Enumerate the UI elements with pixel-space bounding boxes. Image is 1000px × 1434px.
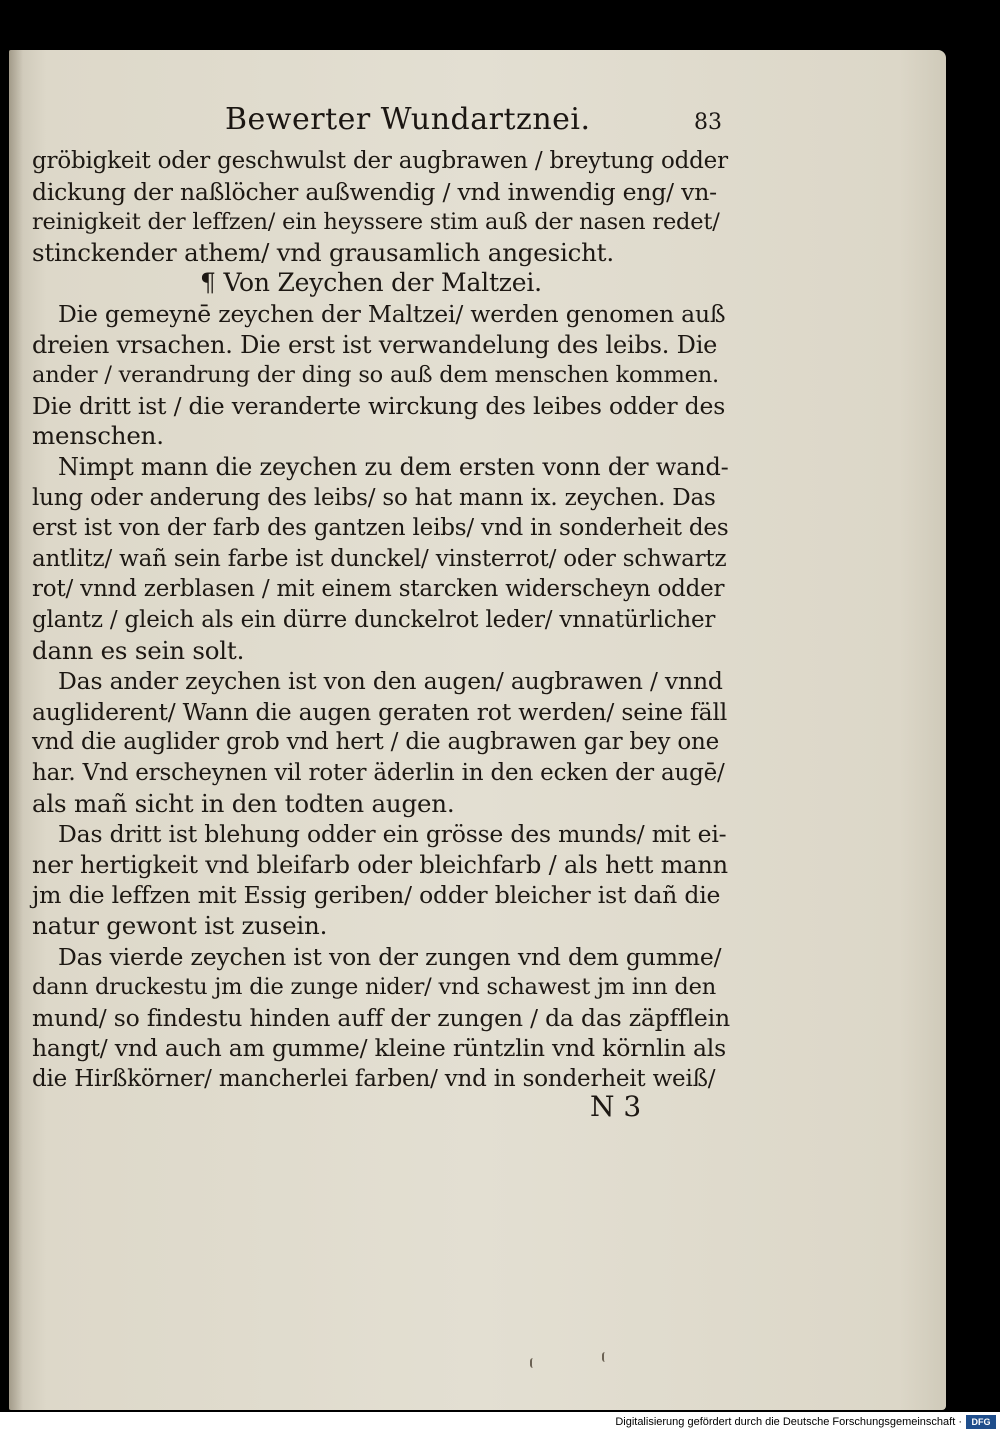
text-line: glantz / gleich als ein dürre dunckelrot leder/ vnnatürlicher [32,607,716,633]
text-line: Nimpt mann die zeychen zu dem ersten vonn der wand- [58,453,729,481]
paper-mark [602,1352,608,1362]
page-number: 83 [694,110,722,135]
text-line: dann es sein solt. [32,635,245,665]
text-line: dickung der naßlöcher außwendig / vnd inwendig eng/ vn- [32,177,717,206]
text-line: augliderent/ Wann die augen geraten rot werden/ seine fäll [32,697,728,726]
text-line: gröbigkeit oder geschwulst der augbrawen / breytung odder [32,148,728,174]
text-line: mund/ so findestu hinden auff der zungen / da das zäpfflein [32,1003,730,1032]
funding-credit: Digitalisierung gefördert durch die Deutsche Forschungsgemeinschaft · [615,1416,962,1428]
footer-bar [0,1412,1000,1434]
paper-mark [530,1358,536,1368]
text-line: Das ander zeychen ist von den augen/ augbrawen / vnnd [58,667,723,696]
text-line: reinigkeit der leffzen/ ein heyssere stim auß der nasen redet/ [32,209,720,236]
text-line: erst ist von der farb des gantzen leibs/ vnd in sonderheit des [32,515,729,542]
text-line: als mañ sicht in den todten augen. [32,788,455,818]
dfg-logo: DFG [966,1415,996,1429]
text-line: dreien vrsachen. Die erst ist verwandelung des leibs. Die [32,330,718,359]
text-line: jm die leffzen mit Essig geriben/ odder bleicher ist dañ die [32,881,721,910]
section-heading: ¶ Von Zeychen der Maltzei. [200,268,542,298]
text-line: vnd die auglider grob vnd hert / die augbrawen gar bey one [32,729,720,756]
text-line: rot/ vnnd zerblasen / mit einem starcken widerscheyn odder [32,576,725,603]
text-line: ner hertigkeit vnd bleifarb oder bleichfarb / als hett mann [32,850,728,879]
text-line: lung oder anderung des leibs/ so hat mann ix. zeychen. Das [32,484,716,511]
text-line: die Hirßkörner/ mancherlei farben/ vnd in sonderheit weiß/ [32,1066,716,1092]
text-line: antlitz/ wañ sein farbe ist dunckel/ vinsterrot/ oder schwartz [32,545,727,572]
text-line: Das vierde zeychen ist von der zungen vnd dem gumme/ [58,942,722,971]
running-title: Bewerter Wundartznei. [225,102,591,137]
text-line: Das dritt ist blehung odder ein grösse des munds/ mit ei- [58,820,727,849]
text-line: hangt/ vnd auch am gumme/ kleine rüntzlin vnd körnlin als [32,1034,726,1063]
text-line: stinckender athem/ vnd grausamlich angesicht. [32,237,614,267]
page-header [0,102,1000,142]
text-line: har. Vnd erscheynen vil roter äderlin in den ecken der augē/ [32,760,725,786]
text-line: dann druckestu jm die zunge nider/ vnd schawest jm inn den [32,974,717,1001]
text-line: natur gewont ist zusein. [32,911,328,940]
text-line: Die dritt ist / die veranderte wirckung des leibes odder des [32,391,726,420]
text-line: ander / verandrung der ding so auß dem menschen kommen. [32,362,720,389]
text-line: menschen. [32,421,164,451]
text-line: Die gemeynē zeychen der Maltzei/ werden genomen auß [58,300,726,328]
signature-mark: N 3 [590,1090,642,1123]
